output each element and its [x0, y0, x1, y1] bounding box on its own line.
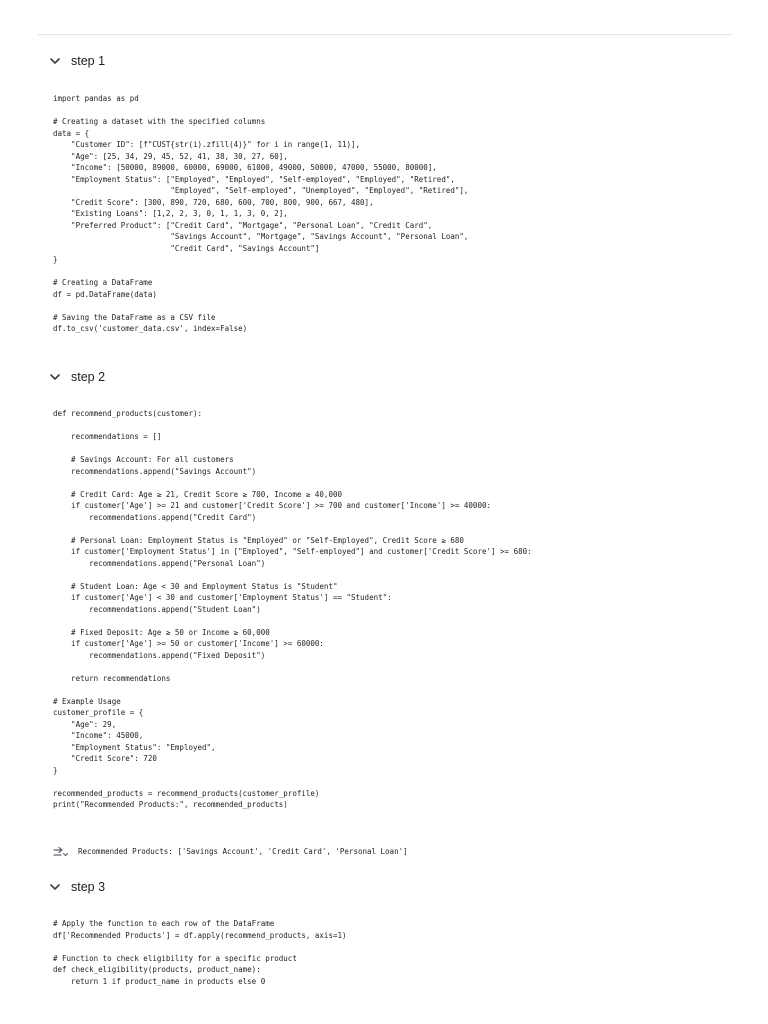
section-title: step 3 — [71, 880, 106, 894]
code-cell-step-3[interactable]: # Apply the function to each row of the DataFrame df['Recommended Products'] = df.apply(recommend_products, axis=1) # Function to check eligibility for a specific product def check_eligibility(products, product_name): return 1 if product_name in products else 0 — [53, 919, 347, 986]
code-cell-step-1[interactable]: import pandas as pd # Creating a dataset with the specified columns data = { "Customer ID": [f"CUST{str(i).zfill(4)}" for i in range(1, 11)], "Age": [25, 34, 29, 45, 52, 41, 38, 30, 27, 60], "Income": [50000, 89000, 60000, 69000, 61000, 49000, 50000, 47000, 55000, 80000], "Employment Status": ["Employed", "Employed", "Self-employed", "Employed", "Retired", "Employed", "Self-employed", "Unemployed", "Employed", "Retired"], "Credit Score": [300, 890, 720, 680, 600, 700, 800, 900, 667, 480], "Existing Loans": [1,2, 2, 3, 0, 1, 1, 3, 0, 2], "Preferred Product": ["Credit Card", "Mortgage", "Personal Loan", "Credit Card", "Savings Account", "Mortgage", "Savings Account", "Personal Loan", "Credit Card", "Savings Account"] } # Creating a DataFrame df = pd.DataFrame(data) # Saving the DataFrame as a CSV file df.to_csv('customer_data.csv', index=False) — [53, 94, 469, 333]
section-header-step-1[interactable] — [48, 51, 105, 71]
chevron-down-icon[interactable] — [48, 54, 62, 68]
section-header-step-3[interactable] — [48, 877, 105, 897]
chevron-down-icon[interactable] — [48, 370, 62, 384]
section-header-step-2[interactable] — [48, 367, 105, 387]
section-title: step 2 — [71, 370, 106, 384]
chevron-down-icon[interactable] — [48, 880, 62, 894]
output-arrow-icon[interactable] — [53, 846, 69, 858]
top-divider — [38, 34, 732, 35]
section-title: step 1 — [71, 54, 106, 68]
output-text: Recommended Products: ['Savings Account', 'Credit Card', 'Personal Loan'] — [78, 847, 408, 857]
code-cell-step-2[interactable]: def recommend_products(customer): recommendations = [] # Savings Account: For all customers recommendations.append("Savings Account") # Credit Card: Age ≥ 21, Credit Score ≥ 700, Income ≥ 40,000 if customer['Age'] >= 21 and customer['Credit Score'] >= 700 and customer['Income'] >= 40000: recommendations.append("Credit Card") # Personal Loan: Employment Status is "Employed" or "Self-Employed", Credit Score ≥ 680 if customer['Employment Status'] in ["Employed", "Self-employed"] and customer['Credit Score'] >= 680: recommendations.append("Personal Loan") # Student Loan: Age < 30 and Employment Status is "Student" if customer['Age'] < 30 and customer['Employment Status'] == "Student": recommendations.append("Student Loan") # Fixed Deposit: Age ≥ 50 or Income ≥ 60,000 if customer['Age'] >= 50 or customer['Income'] >= 60000: recommendations.append("Fixed Deposit") return recommendations # Example Usage customer_profile = { "Age": 29, "Income": 45000, "Employment Status": "Employed", "Credit Score": 720 } recommended_products = recommend_products(customer_profile) print("Recommended Products:", recommended_products) — [53, 409, 532, 809]
cell-output — [53, 845, 408, 859]
